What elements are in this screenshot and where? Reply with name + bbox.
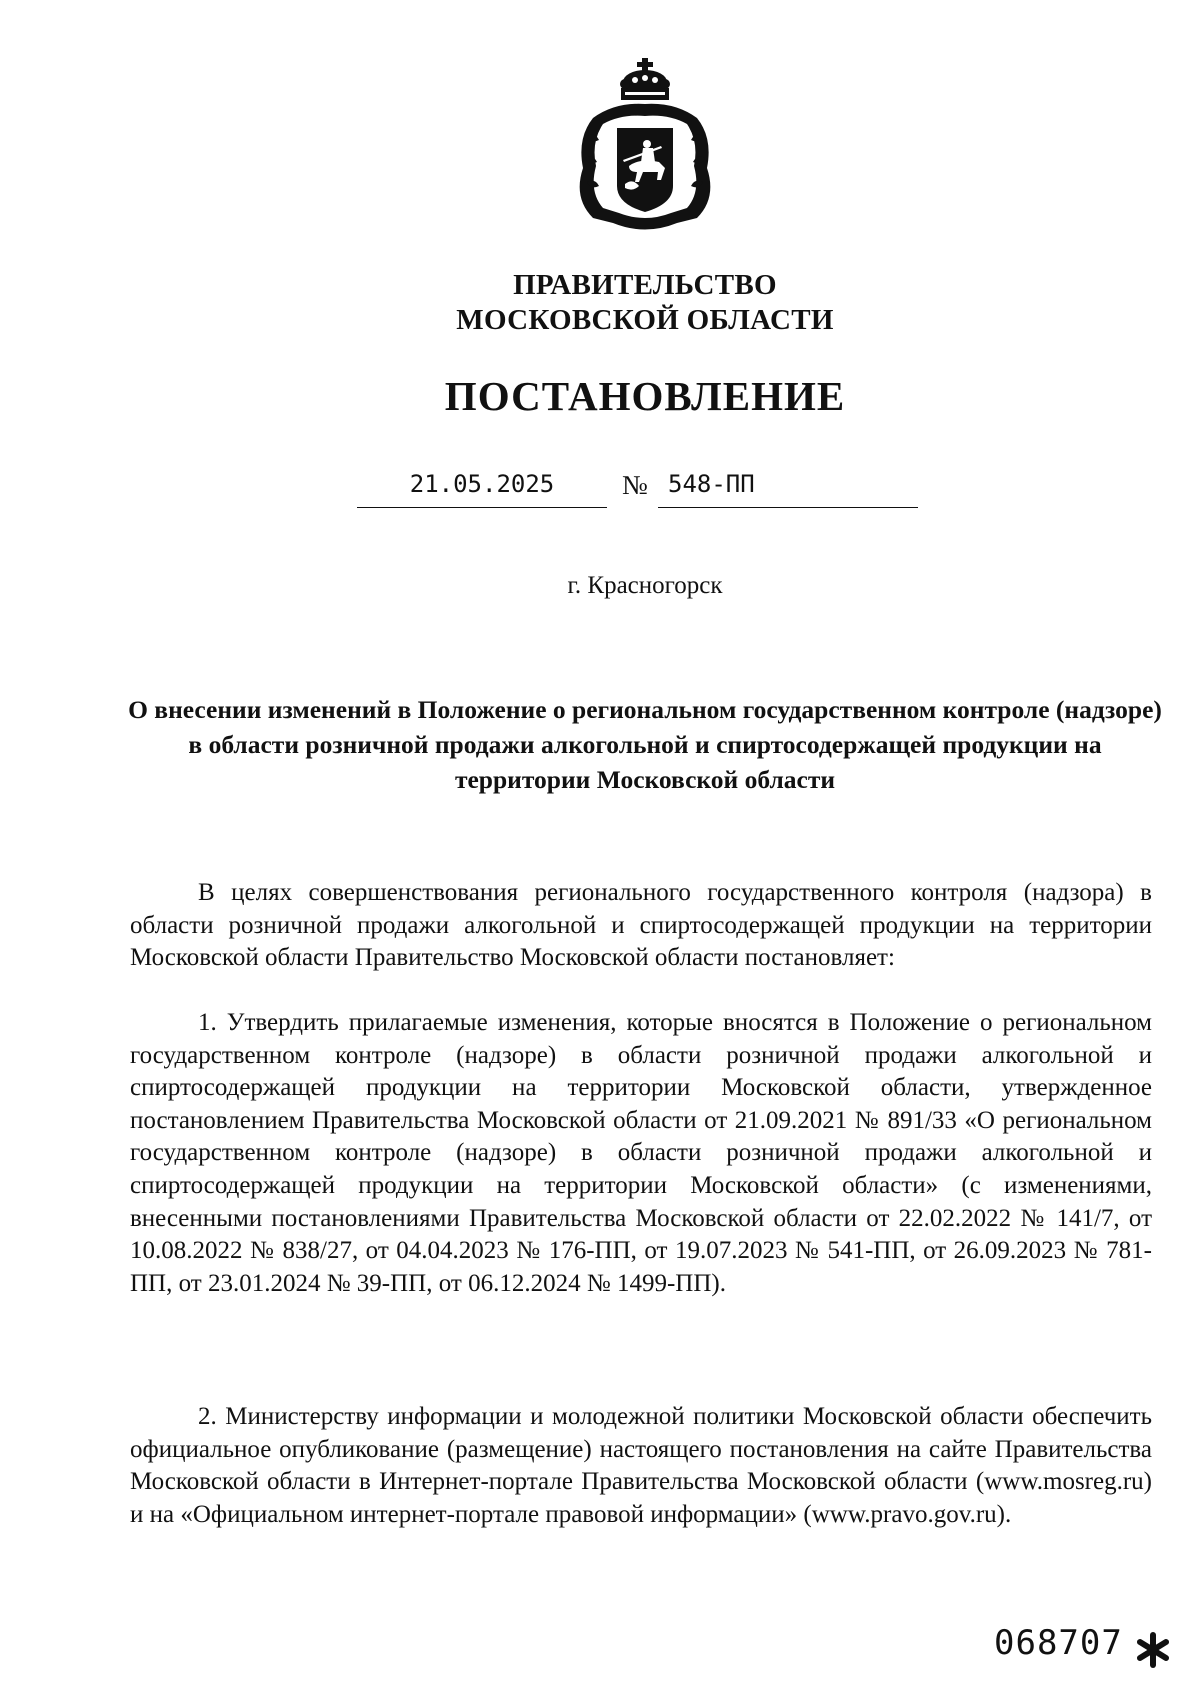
document-title: О внесении изменений в Положение о региональном государственном контроле (надзоре) в области розничной продажи алкогольной и спиртосодержащей продукции на территории Московской области xyxy=(128,695,1162,794)
paragraph-text: В целях совершенствования регионального государственного контроля (надзора) в области розничной продажи алкогольной и спиртосодержащей продукции на территории Московской области Правительство Московской области постановляет: xyxy=(130,879,1152,972)
city-label: г. Красногорск xyxy=(567,572,723,599)
coat-of-arms-icon xyxy=(563,58,727,233)
asterisk-icon xyxy=(1135,1632,1171,1668)
body-paragraph-preamble xyxy=(130,877,1152,975)
paragraph-text: 2. Министерству информации и молодежной политики Московской области обеспечить официальное опубликование (размещение) настоящего постановления на сайте Правительства Московской области в Интернет-портале Правительства Московской области (www.mosreg.ru) и на «Официальном интернет-портале правовой информации» (www.pravo.gov.ru). xyxy=(130,1403,1152,1528)
government-name-line1: ПРАВИТЕЛЬСТВО xyxy=(513,269,777,301)
government-name-line2: МОСКОВСКОЙ ОБЛАСТИ xyxy=(456,304,834,336)
serial-number: 068707 xyxy=(994,1623,1123,1663)
document-date: 21.05.2025 xyxy=(409,470,555,498)
number-sign: № xyxy=(622,470,648,500)
paragraph-text: 1. Утвердить прилагаемые изменения, которые вносятся в Положение о региональном государственном контроле (надзоре) в области розничной продажи алкогольной и спиртосодержащей продукции на территории Московской области, утвержденное постановлением Правительства Московской области от 21.09.2021 № 891/33 «О региональном государственном контроле (надзоре) в области розничной продажи алкогольной и спиртосодержащей продукции на территории Московской области» (с изменениями, внесенными постановлениями Правительства Московской области от 22.02.2022 № 141/7, от 10.08.2022 № 838/27, от 04.04.2023 № 176-ПП, от 19.07.2023 № 541-ПП, от 26.09.2023 № 781-ПП, от 23.01.2024 № 39-ПП, от 06.12.2024 № 1499-ПП). xyxy=(130,1009,1152,1297)
government-name xyxy=(300,268,990,338)
document-number: 548-ПП xyxy=(668,470,755,498)
body-paragraph-item-1 xyxy=(130,1007,1152,1300)
body-paragraph-item-2 xyxy=(130,1401,1152,1531)
document-type-heading: ПОСТАНОВЛЕНИЕ xyxy=(444,373,846,419)
